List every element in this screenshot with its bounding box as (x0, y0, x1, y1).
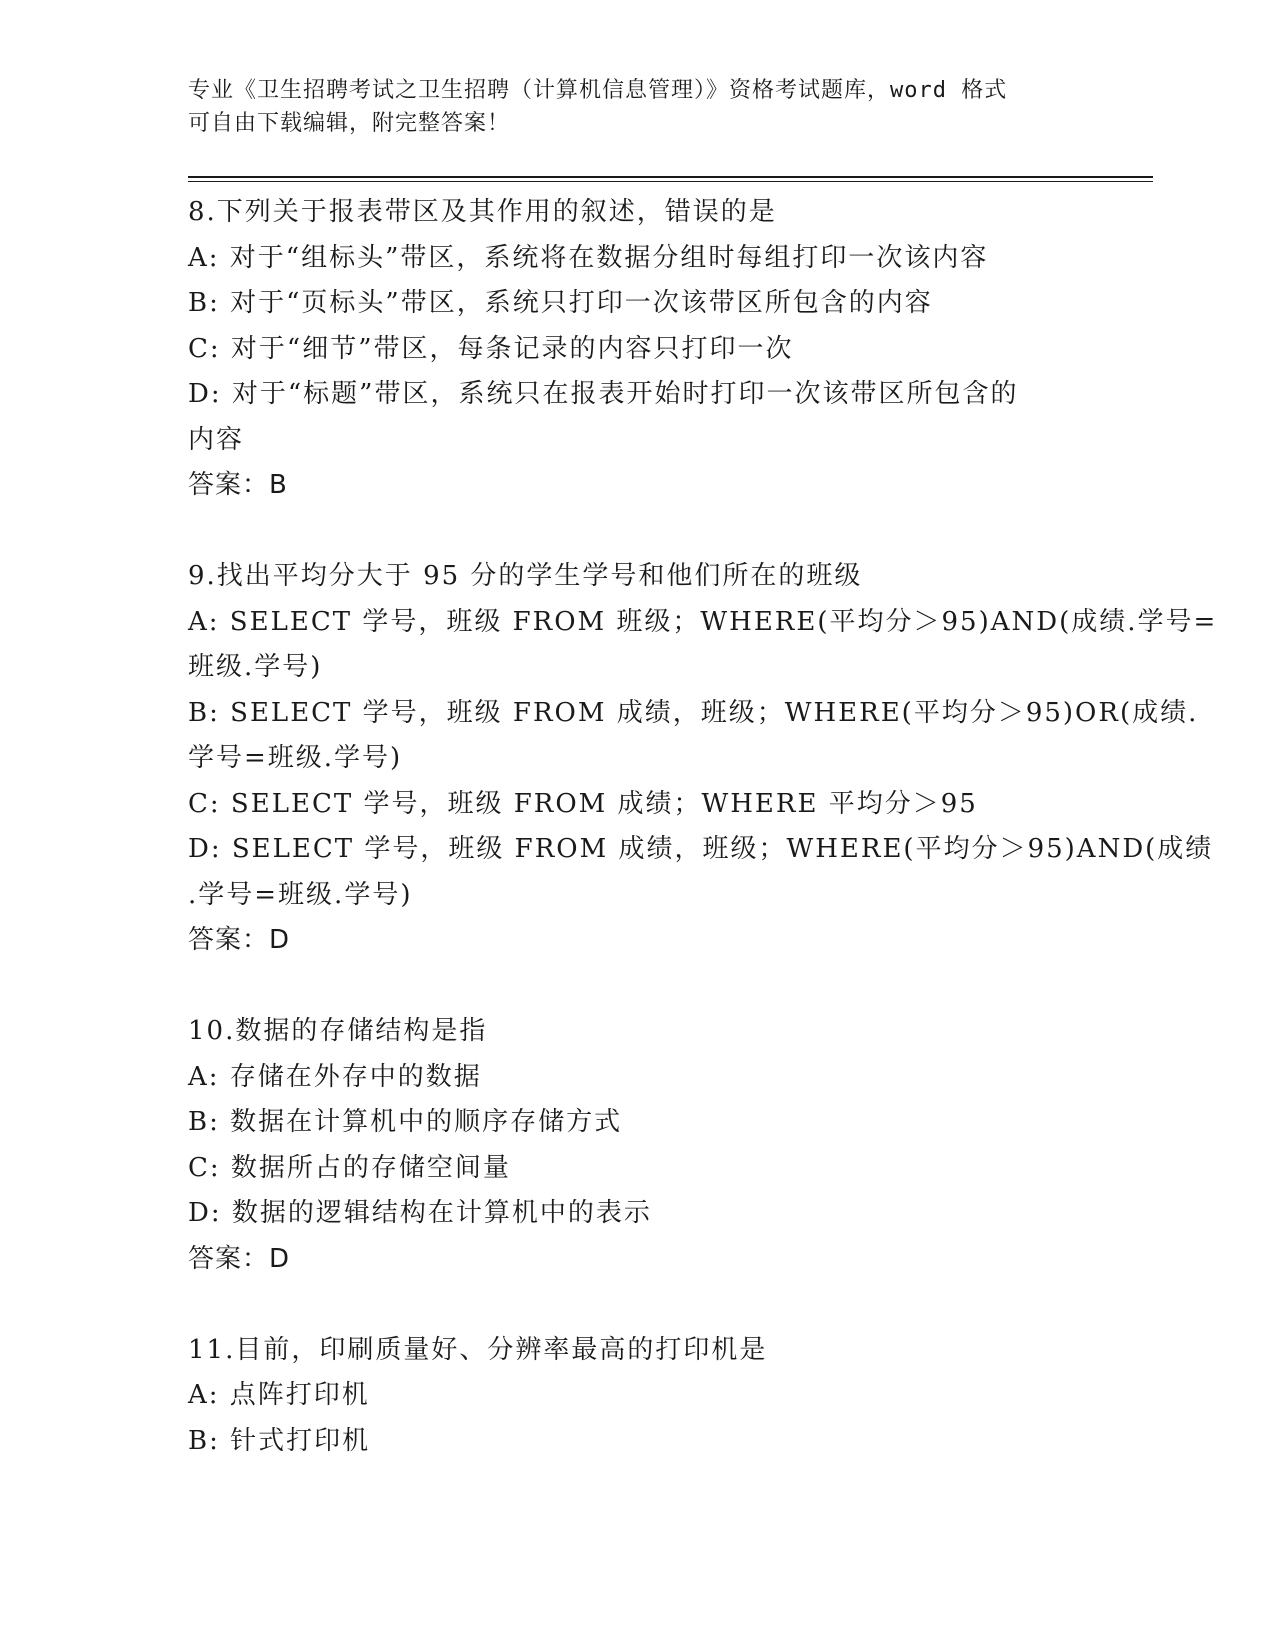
question-option-line: C: 数据所占的存储空间量 (188, 1152, 511, 1183)
question-option-line: A: SELECT 学号，班级 FROM 班级；WHERE(平均分＞95)AND(成绩.学号= (188, 606, 1218, 637)
question-option-line: 学号=班级.学号) (188, 743, 403, 773)
question-spacer (188, 1282, 1088, 1328)
question-option-line: A: 对于“组标头”带区，系统将在数据分组时每组打印一次该内容 (188, 242, 989, 273)
question-stem: 11.目前，印刷质量好、分辨率最高的打印机是 (188, 1334, 768, 1365)
question-option-line: D: SELECT 学号，班级 FROM 成绩，班级；WHERE(平均分＞95)AND(成绩 (188, 834, 1214, 864)
question-option-line: A: 存储在外存中的数据 (188, 1061, 482, 1092)
question-option-line: B: 针式打印机 (188, 1425, 371, 1456)
question-block (188, 190, 1088, 509)
question-option-line: C: 对于“细节”带区，每条记录的内容只打印一次 (188, 333, 794, 364)
answer-line: 答案：D (188, 1243, 291, 1274)
question-block (188, 1009, 1088, 1282)
question-stem: 9.找出平均分大于 95 分的学生学号和他们所在的班级 (188, 561, 863, 591)
document-header (188, 74, 1088, 140)
question-option-line: 内容 (188, 424, 245, 455)
question-option-line: A: 点阵打印机 (188, 1380, 370, 1410)
question-block (188, 1328, 1088, 1465)
question-spacer (188, 964, 1088, 1010)
question-option-line: D: 对于“标题”带区，系统只在报表开始时打印一次该带区所包含的 (188, 379, 1019, 409)
question-option-line: B: 对于“页标头”带区，系统只打印一次该带区所包含的内容 (188, 288, 933, 318)
header-line-1: 专业《卫生招聘考试之卫生招聘（计算机信息管理）》资格考试题库，word 格式 (188, 78, 1008, 103)
question-option-line: B: 数据在计算机中的顺序存储方式 (188, 1107, 623, 1137)
question-option-line: C: SELECT 学号，班级 FROM 成绩；WHERE 平均分＞95 (188, 788, 978, 819)
question-spacer (188, 509, 1088, 555)
header-divider-thick (188, 176, 1153, 178)
question-stem: 8.下列关于报表带区及其作用的叙述，错误的是 (188, 197, 777, 227)
question-option-line: D: 数据的逻辑结构在计算机中的表示 (188, 1198, 652, 1228)
answer-line: 答案：D (188, 925, 291, 955)
header-line-2: 可自由下载编辑，附完整答案！ (188, 111, 511, 136)
answer-line: 答案：B (188, 470, 288, 500)
question-option-line: 班级.学号) (188, 652, 323, 682)
header-divider-thin (188, 181, 1153, 182)
question-block (188, 554, 1218, 964)
question-option-line: B: SELECT 学号，班级 FROM 成绩，班级；WHERE(平均分＞95)OR(成绩. (188, 697, 1199, 728)
question-list (188, 190, 1218, 1464)
question-stem: 10.数据的存储结构是指 (188, 1016, 488, 1046)
question-option-line: .学号=班级.学号) (188, 879, 413, 910)
